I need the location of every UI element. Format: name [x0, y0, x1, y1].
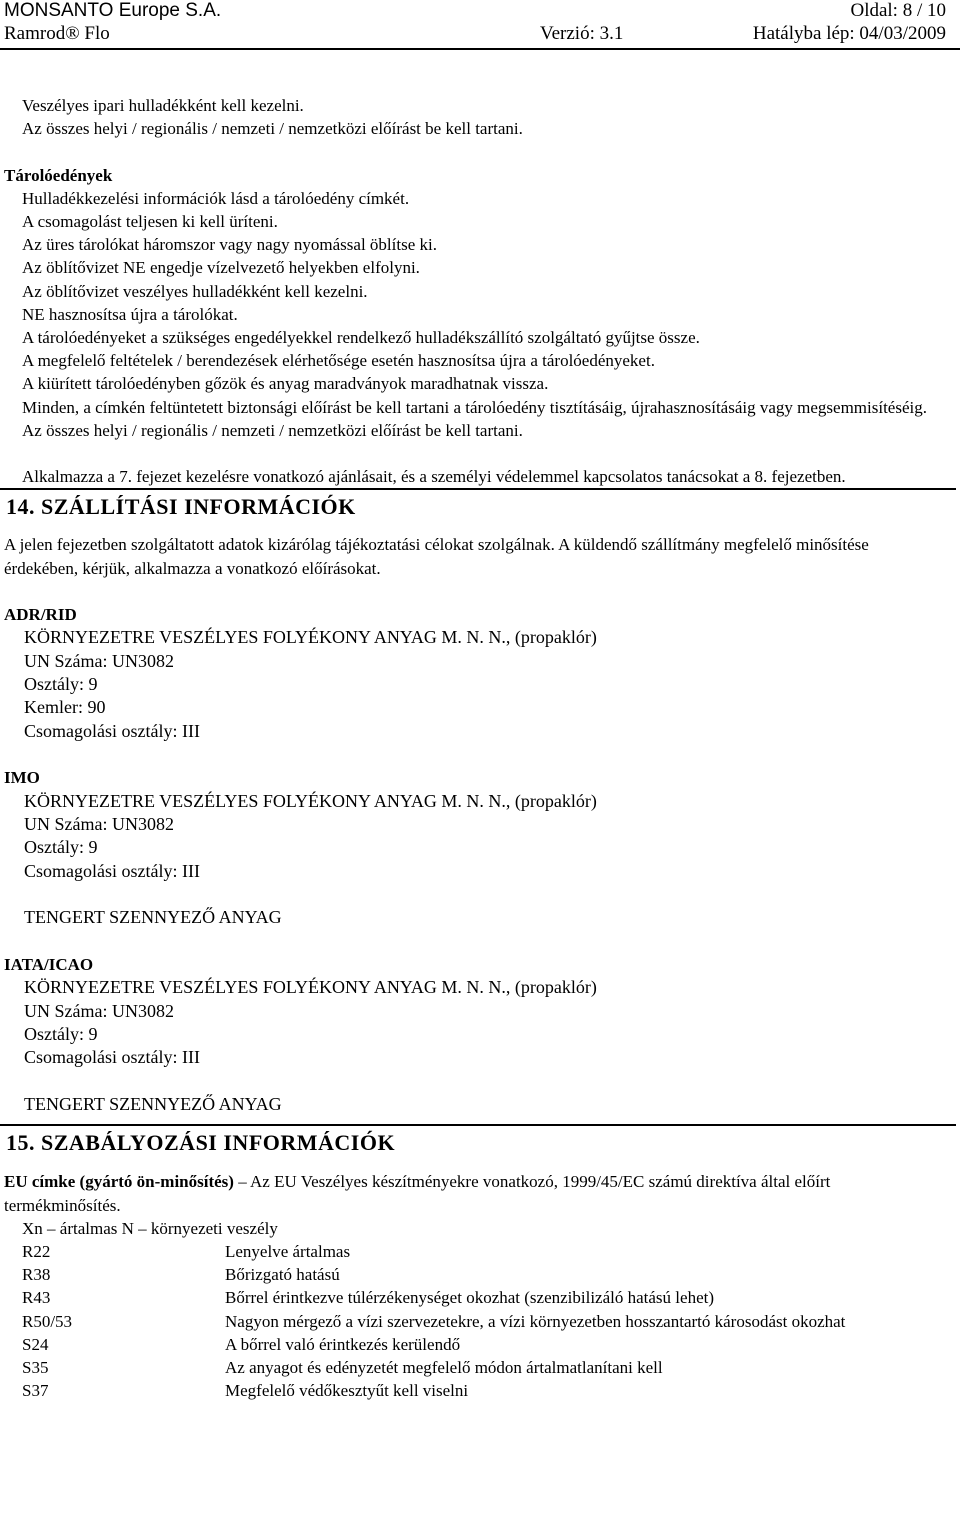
section-15-title: 15. SZABÁLYOZÁSI INFORMÁCIÓK: [6, 1130, 396, 1156]
eu-label-paragraph: [4, 1170, 920, 1216]
imo-class: Osztály: 9: [24, 837, 98, 858]
section-14-title: 14. SZÁLLÍTÁSI INFORMÁCIÓK: [6, 494, 356, 520]
iata-packing-group: Csomagolási osztály: III: [24, 1047, 200, 1068]
header-divider: [0, 48, 960, 50]
container-line: Az öblítővizet NE engedje vízelvezető helyekben elfolyni.: [22, 258, 420, 278]
container-line: Az üres tárolókat háromszor vagy nagy nyomással öblítse ki.: [22, 235, 437, 255]
imo-packing-group: Csomagolási osztály: III: [24, 860, 200, 881]
section-divider: [0, 488, 956, 490]
disposal-line: Veszélyes ipari hulladékként kell kezelni.: [22, 96, 304, 115]
phrase-code: R22: [22, 1242, 51, 1262]
eu-label-title: EU címke (gyártó ön-minősítés): [4, 1172, 234, 1192]
page-header-top: [4, 0, 956, 22]
page-number: Oldal: 8 / 10: [850, 0, 946, 21]
phrase-text: Megfelelő védőkesztyűt kell viselni: [225, 1381, 469, 1401]
imo-marine-pollutant: TENGERT SZENNYEZŐ ANYAG: [24, 907, 282, 928]
container-line: A csomagolást teljesen ki kell üríteni.: [22, 212, 278, 231]
effective-date: Hatályba lép: 04/03/2009: [752, 23, 946, 44]
eu-label-text: – Az EU Veszélyes készítményekre vonatkozó, 1999/45/EC számú direktíva által előírt termékminősítés.: [4, 1172, 831, 1215]
adr-packing-group: Csomagolási osztály: III: [24, 720, 200, 741]
phrase-code: R43: [22, 1288, 51, 1308]
container-line: A tárolóedényeket a szükséges engedélyekkel rendelkező hulladékszállító szolgáltató gyűjtse össze.: [22, 328, 700, 348]
phrase-row: [22, 1310, 915, 1333]
risk-safety-phrases: [22, 1240, 915, 1402]
phrase-text: Az anyagot és edényzetét megfelelő módon ártalmatlanítani kell: [225, 1358, 663, 1378]
containers-heading: Tárolóedények: [4, 165, 113, 185]
disposal-line: Az összes helyi / regionális / nemzeti / nemzetközi előírást be kell tartani.: [22, 119, 523, 139]
transport-intro: A jelen fejezetben szolgáltatott adatok kizárólag tájékoztatási célokat szolgálnak. A küldendő szállítmány megfelelő minősítése érdekében, kérjük, alkalmazza a vonatkozó előírásokat.: [4, 535, 869, 578]
container-line: NE hasznosítsa újra a tárolókat.: [22, 304, 238, 324]
phrase-row: [22, 1333, 915, 1356]
phrase-code: R38: [22, 1265, 51, 1285]
imo-shipping-name: KÖRNYEZETRE VESZÉLYES FOLYÉKONY ANYAG M. N. N., (propaklór): [24, 790, 597, 811]
phrase-text: Nagyon mérgező a vízi szervezetekre, a vízi környezetben hosszantartó károsodást okozhat: [225, 1311, 846, 1331]
iata-class: Osztály: 9: [24, 1024, 98, 1045]
phrase-row: [22, 1379, 915, 1402]
container-line: Minden, a címkén feltüntetett biztonsági előírást be kell tartani a tárolóedény tisztításáig, újrahasznosításáig vagy megsemmisítéséig.: [22, 397, 927, 417]
adr-heading: ADR/RID: [4, 605, 77, 625]
version-label: Verzió: 3.1: [540, 23, 624, 44]
phrase-row: [22, 1240, 915, 1263]
adr-class: Osztály: 9: [24, 674, 98, 695]
iata-un-number: UN Száma: UN3082: [24, 1000, 174, 1021]
handling-note: Alkalmazza a 7. fejezet kezelésre vonatkozó ajánlásait, és a személyi védelemmel kapcsolatos tanácsokat a 8. fejezetben.: [22, 467, 846, 487]
iata-heading: IATA/ICAO: [4, 955, 94, 975]
section-divider: [0, 1124, 956, 1126]
document-body: [0, 94, 960, 1403]
hazard-symbols: Xn – ártalmas N – környezeti veszély: [22, 1218, 278, 1238]
iata-shipping-name: KÖRNYEZETRE VESZÉLYES FOLYÉKONY ANYAG M. N. N., (propaklór): [24, 977, 597, 998]
container-line: Az összes helyi / regionális / nemzeti / nemzetközi előírást be kell tartani.: [22, 420, 523, 440]
phrase-row: [22, 1356, 915, 1379]
container-line: A megfelelő feltételek / berendezések elérhetősége esetén hasznosítsa újra a tárolóedényeket.: [22, 351, 655, 371]
adr-un-number: UN Száma: UN3082: [24, 650, 174, 671]
container-line: Az öblítővizet veszélyes hulladékként kell kezelni.: [22, 281, 368, 301]
adr-shipping-name: KÖRNYEZETRE VESZÉLYES FOLYÉKONY ANYAG M. N. N., (propaklór): [24, 627, 597, 648]
company-name: MONSANTO Europe S.A.: [4, 0, 222, 21]
phrase-text: A bőrrel való érintkezés kerülendő: [225, 1334, 461, 1354]
page-header-bottom: [4, 22, 956, 46]
iata-marine-pollutant: TENGERT SZENNYEZŐ ANYAG: [24, 1094, 282, 1115]
phrase-text: Lenyelve ártalmas: [225, 1242, 351, 1262]
imo-un-number: UN Száma: UN3082: [24, 814, 174, 835]
phrase-code: S24: [22, 1334, 49, 1354]
imo-heading: IMO: [4, 768, 40, 788]
adr-kemler: Kemler: 90: [24, 697, 106, 718]
container-line: Hulladékkezelési információk lásd a tárolóedény címkét.: [22, 188, 410, 208]
container-line: A kiürített tárolóedényben gőzök és anyag maradványok maradhatnak vissza.: [22, 374, 549, 394]
phrase-row: [22, 1286, 915, 1309]
phrase-code: S37: [22, 1381, 49, 1401]
product-name: Ramrod® Flo: [4, 23, 110, 44]
phrase-text: Bőrizgató hatású: [225, 1265, 340, 1285]
phrase-code: R50/53: [22, 1311, 73, 1331]
phrase-code: S35: [22, 1358, 49, 1378]
phrase-row: [22, 1263, 915, 1286]
phrase-text: Bőrrel érintkezve túlérzékenységet okozhat (szenzibilizáló hatású lehet): [225, 1288, 714, 1308]
